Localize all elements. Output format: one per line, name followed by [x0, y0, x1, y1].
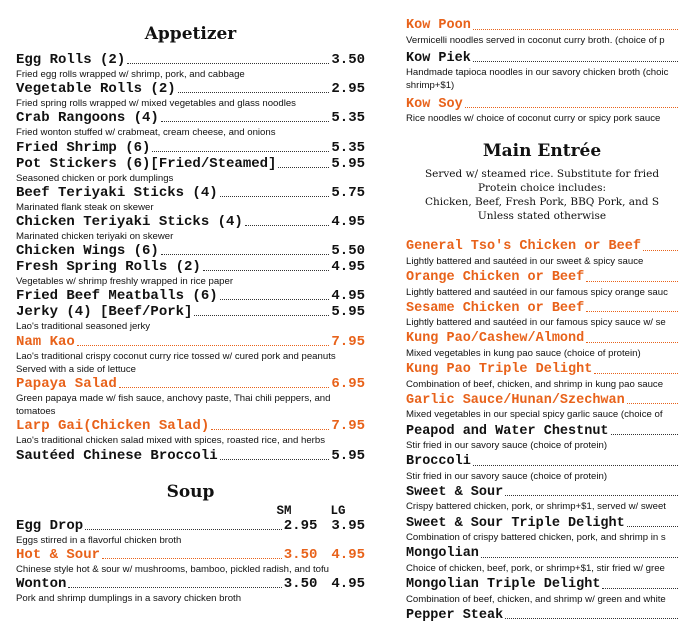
item-price: 7.95: [331, 418, 365, 435]
item-price: 2.95: [331, 81, 365, 98]
menu-item: [16, 418, 365, 434]
entree-item: [406, 577, 678, 593]
item-name: Crab Rangoons (4): [16, 110, 159, 127]
item-price: 7.95: [331, 333, 365, 350]
info-line: Chicken, Beef, Fresh Pork, BBQ Pork, and S: [424, 196, 660, 209]
item-name: Wonton: [16, 576, 67, 593]
item-name: Pot Stickers (6)[Fried/Steamed]: [16, 155, 277, 172]
item-description: Lao's traditional chicken salad mixed with spices, roasted rice, and herbs: [16, 435, 325, 447]
item-description: Rice noodles w/ choice of coconut curry or spicy pork sauce: [406, 113, 661, 125]
item-price: 5.75: [331, 184, 365, 201]
dot-leader: [278, 167, 329, 168]
right-column: [406, 18, 678, 623]
main-entree-info: [406, 167, 678, 223]
noodle-list: [406, 18, 678, 125]
item-name: Egg Drop: [16, 517, 84, 534]
entree-item: [406, 270, 678, 286]
item-price: 5.95: [331, 304, 365, 321]
item-name: Pepper Steak: [406, 607, 504, 623]
item-price: 5.95: [331, 155, 365, 172]
item-name: Egg Rolls (2): [16, 52, 126, 68]
item-price-large: 4.95: [331, 546, 365, 563]
item-name: Fresh Spring Rolls (2): [16, 259, 201, 276]
item-name: Broccoli: [406, 454, 471, 470]
menu-item: [16, 448, 365, 464]
dot-leader: [627, 526, 678, 527]
menu-item: [16, 334, 365, 350]
noodle-item: [406, 18, 678, 34]
item-price-small: 2.95: [283, 517, 318, 534]
item-description: Combination of beef, chicken, and shrimp in kung pao sauce: [406, 378, 664, 390]
item-description: Marinated flank steak on skewer: [16, 201, 154, 213]
entree-item: [406, 424, 678, 440]
dot-leader: [211, 429, 329, 430]
item-price: 3.50: [331, 52, 365, 68]
menu-item: [16, 376, 365, 392]
item-description: Eggs stirred in a flavorful chicken broth: [16, 534, 182, 546]
item-description: Fried egg rolls wrapped w/ shrimp, pork, and cabbage: [16, 69, 245, 80]
item-description: Stir fried in our savory sauce (choice of protein): [406, 470, 608, 482]
dot-leader: [178, 92, 330, 93]
dot-leader: [481, 557, 678, 558]
item-price-small: 3.50: [283, 576, 318, 593]
item-description: Stir fried in our savory sauce (choice of protein): [406, 440, 608, 452]
item-name: Orange Chicken or Beef: [406, 270, 585, 286]
appetizer-title: Appetizer: [144, 24, 237, 44]
soup-item: [16, 518, 365, 534]
menu-item: [16, 140, 365, 156]
item-description: Combination of beef, chicken, and shrimp w/ green and white: [406, 593, 666, 605]
dot-leader: [68, 587, 281, 588]
item-name: General Tso's Chicken or Beef: [406, 239, 641, 255]
item-description: Handmade tapioca noodles in our savory chicken broth (choic shrimp+$1): [406, 67, 669, 92]
dot-leader: [220, 299, 330, 300]
item-description: Vegetables w/ shrimp freshly wrapped in rice paper: [16, 276, 234, 288]
item-description: Lao's traditional seasoned jerky: [16, 321, 151, 333]
item-description: Lao's traditional crispy coconut curry rice tossed w/ cured pork and peanuts Served with a side of lettuce: [16, 350, 336, 375]
item-price-large: 4.95: [331, 576, 365, 593]
dot-leader: [203, 270, 330, 271]
item-name: Larp Gai(Chicken Salad): [16, 418, 210, 435]
item-description: Lightly battered and sautéed in our sweet & spicy sauce: [406, 255, 644, 267]
entree-item: [406, 608, 678, 624]
entree-item: [406, 362, 678, 378]
dot-leader: [119, 387, 330, 388]
item-name: Kow Soy: [406, 96, 463, 112]
item-name: Sesame Chicken or Beef: [406, 300, 585, 316]
item-price-large: 3.95: [331, 517, 365, 534]
item-description: Mixed vegetables in our special spicy garlic sauce (choice of: [406, 409, 663, 421]
menu-item: [16, 185, 365, 201]
item-name: Vegetable Rolls (2): [16, 81, 176, 98]
item-name: Mongolian Triple Delight: [406, 577, 601, 593]
item-description: Lightly battered and sautéed in our famous spicy sauce w/ se: [406, 317, 666, 329]
soup-lg-label: LG: [330, 503, 346, 518]
info-line: Protein choice includes:: [477, 182, 607, 195]
item-name: Beef Teriyaki Sticks (4): [16, 184, 218, 201]
item-name: Fried Beef Meatballs (6): [16, 288, 218, 305]
item-name: Fried Shrimp (6): [16, 139, 151, 156]
item-price: 4.95: [331, 259, 365, 276]
entree-item: [406, 516, 678, 532]
dot-leader: [77, 345, 330, 346]
dot-leader: [220, 459, 330, 460]
dot-leader: [586, 342, 678, 343]
item-description: Crispy battered chicken, pork, or shrimp+$1, served w/ sweet: [406, 501, 666, 513]
menu-item: [16, 288, 365, 304]
soup-item: [16, 576, 365, 592]
item-name: Papaya Salad: [16, 376, 117, 393]
entree-item: [406, 485, 678, 501]
dot-leader: [594, 373, 678, 374]
item-price: 6.95: [331, 376, 365, 393]
menu-item: [16, 156, 365, 172]
item-description: Seasoned chicken or pork dumplings: [16, 172, 174, 184]
entree-list: [406, 239, 678, 623]
item-description: Chinese style hot & sour w/ mushrooms, bamboo, pickled radish, and tofu: [16, 563, 330, 575]
item-price: 5.95: [331, 447, 365, 464]
item-description: Lightly battered and sautéed in our famous spicy orange sauc: [406, 286, 668, 298]
item-name: Sweet & Sour: [406, 484, 504, 500]
item-description: Green papaya made w/ fish sauce, anchovy paste, Thai chili peppers, and tomatoes: [16, 393, 331, 418]
entree-item: [406, 331, 678, 347]
soup-size-header: [16, 504, 365, 518]
item-name: Kow Poon: [406, 18, 471, 33]
dot-leader: [220, 196, 330, 197]
item-description: Marinated chicken teriyaki on skewer: [16, 231, 174, 243]
dot-leader: [161, 121, 330, 122]
item-name: Chicken Wings (6): [16, 243, 159, 260]
item-description: Mixed vegetables in kung pao sauce (choice of protein): [406, 347, 641, 359]
entree-item: [406, 239, 678, 255]
info-line: Served w/ steamed rice. Substitute for fried: [424, 168, 660, 181]
soup-title: Soup: [166, 481, 215, 502]
item-price: 4.95: [331, 288, 365, 305]
item-description: Pork and shrimp dumplings in a savory chicken broth: [16, 593, 242, 605]
dot-leader: [152, 151, 329, 152]
item-name: Hot & Sour: [16, 546, 101, 563]
item-price: 5.35: [331, 139, 365, 156]
appetizer-list: [16, 52, 365, 464]
dot-leader: [85, 529, 282, 530]
dot-leader: [643, 250, 678, 251]
item-name: Kow Piek: [406, 50, 471, 66]
noodle-item: [406, 97, 678, 113]
item-name: Jerky (4) [Beef/Pork]: [16, 304, 193, 321]
item-name: Chicken Teriyaki Sticks (4): [16, 214, 243, 231]
dot-leader: [505, 495, 678, 496]
dot-leader: [627, 403, 678, 404]
item-name: Sweet & Sour Triple Delight: [406, 515, 625, 531]
item-description: Choice of chicken, beef, pork, or shrimp+$1, stir fried w/ gree: [406, 562, 665, 574]
soup-list: [16, 518, 365, 606]
item-name: Sautéed Chinese Broccoli: [16, 447, 218, 464]
dot-leader: [245, 225, 330, 226]
dot-leader: [194, 315, 329, 316]
menu-item: [16, 214, 365, 230]
menu-item: [16, 304, 365, 320]
item-description: Fried spring rolls wrapped w/ mixed vegetables and glass noodles: [16, 98, 296, 110]
menu-item: [16, 259, 365, 275]
item-description: Fried wonton stuffed w/ crabmeat, cream cheese, and onions: [16, 127, 276, 139]
menu-item: [16, 243, 365, 259]
dot-leader: [586, 281, 678, 282]
dot-leader: [473, 465, 678, 466]
item-name: Nam Kao: [16, 333, 75, 350]
soup-item: [16, 547, 365, 563]
noodle-item: [406, 51, 678, 67]
item-name: Peapod and Water Chestnut: [406, 423, 609, 439]
item-price: 5.35: [331, 110, 365, 127]
item-price: 4.95: [331, 214, 365, 231]
entree-item: [406, 301, 678, 317]
dot-leader: [586, 311, 678, 312]
item-name: Garlic Sauce/Hunan/Szechwan: [406, 392, 625, 408]
main-entree-title: Main Entrée: [482, 141, 602, 162]
soup-sm-label: SM: [276, 503, 292, 518]
left-column: [16, 18, 365, 605]
item-price-small: 3.50: [283, 546, 318, 563]
entree-item: [406, 393, 678, 409]
item-name: Mongolian: [406, 546, 479, 562]
dot-leader: [611, 434, 678, 435]
info-line: Unless stated otherwise: [477, 210, 607, 223]
dot-leader: [473, 61, 678, 62]
entree-item: [406, 454, 678, 470]
item-name: Kung Pao Triple Delight: [406, 362, 593, 378]
item-name: Kung Pao/Cashew/Almond: [406, 331, 585, 347]
item-price: 5.50: [331, 243, 365, 260]
dot-leader: [127, 63, 329, 64]
dot-leader: [473, 29, 678, 30]
dot-leader: [602, 588, 678, 589]
menu-item: [16, 110, 365, 126]
dot-leader: [102, 558, 282, 559]
dot-leader: [161, 254, 330, 255]
item-description: Combination of crispy battered chicken, pork, and shrimp in s: [406, 532, 666, 544]
entree-item: [406, 546, 678, 562]
dot-leader: [465, 107, 678, 108]
item-description: Vermicelli noodles served in coconut curry broth. (choice of p: [406, 34, 665, 46]
dot-leader: [505, 618, 678, 619]
menu-item: [16, 52, 365, 68]
menu-item: [16, 81, 365, 97]
